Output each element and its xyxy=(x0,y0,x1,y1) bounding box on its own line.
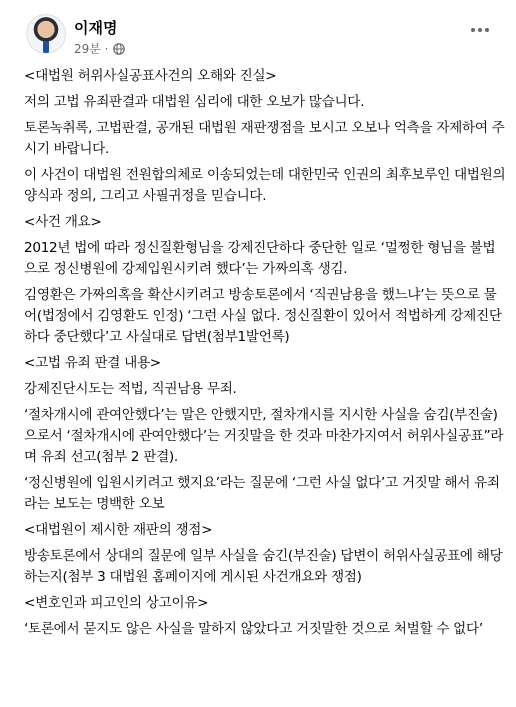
author-avatar[interactable] xyxy=(26,14,66,54)
section-heading: <대법원 허위사실공표사건의 오해와 진실> xyxy=(24,68,277,84)
author-name[interactable]: 이재명 xyxy=(74,19,118,37)
section-heading: <대법원이 제시한 재판의 쟁점> xyxy=(24,522,213,538)
more-options-button[interactable] xyxy=(466,20,494,40)
post-paragraph: 강제진단시도는 적법, 직권남용 무죄. xyxy=(24,381,237,397)
post-paragraph: 방송토론에서 상대의 질문에 일부 사실을 숨긴(부진술) 답변이 허위사실공표에 해당하는지(첨부 3 대법원 홈페이지에 게시된 사건개요와 쟁점) xyxy=(24,548,503,585)
post-timestamp[interactable]: 29분 · xyxy=(74,42,109,56)
globe-icon xyxy=(113,43,125,55)
post-paragraph: 이 사건이 대법원 전원합의체로 이송되었는데 대한민국 인권의 최후보루인 대법원의 양식과 정의, 그리고 사필귀정을 믿습니다. xyxy=(24,167,506,204)
post-meta xyxy=(74,40,125,57)
post-paragraph: ‘절차개시에 관여안했다’는 말은 안했지만, 절차개시를 지시한 사실을 숨김(부진술)으로서 ‘절차개시에 관여안했다’는 거짓말을 한 것과 마찬가지여서 허위사실공표”라며 유죄 선고(첨부 2 판결). xyxy=(24,407,504,465)
post-paragraph: 저의 고법 유죄판결과 대법원 심리에 대한 오보가 많습니다. xyxy=(24,94,365,110)
post-header xyxy=(24,0,508,64)
section-heading: <사건 개요> xyxy=(24,214,102,230)
post-paragraph: ‘정신병원에 입원시키려고 했지요’라는 질문에 ‘그런 사실 없다’고 거짓말 해서 유죄라는 보도는 명백한 오보 xyxy=(24,475,500,512)
section-heading: <변호인과 피고인의 상고이유> xyxy=(24,595,209,611)
post-paragraph: 토론녹취록, 고법판결, 공개된 대법원 재판쟁점을 보시고 오보나 억측을 자제하여 주시기 바랍니다. xyxy=(24,120,505,157)
post-paragraph: ‘토론에서 묻지도 않은 사실을 말하지 않았다고 거짓말한 것으로 처벌할 수 없다’ xyxy=(24,621,483,637)
post-paragraph: 김영환은 가짜의혹을 확산시키려고 방송토론에서 ‘직권남용을 했느냐’는 뜻으로 물어(법정에서 김영환도 인정) ‘그런 사실 없다. 정신질환이 있어서 적법하게 강제진단하다 중단했다’고 사실대로 답변(첨부1발언록) xyxy=(24,287,502,345)
post-content xyxy=(24,66,508,640)
more-horizontal-icon xyxy=(471,28,475,32)
post-paragraph: 2012년 법에 따라 정신질환형님을 강제진단하다 중단한 일로 ‘멀쩡한 형님을 불법으로 정신병원에 강제입원시키려 했다’는 가짜의혹 생김. xyxy=(24,240,496,277)
section-heading: <고법 유죄 판결 내용> xyxy=(24,355,161,371)
